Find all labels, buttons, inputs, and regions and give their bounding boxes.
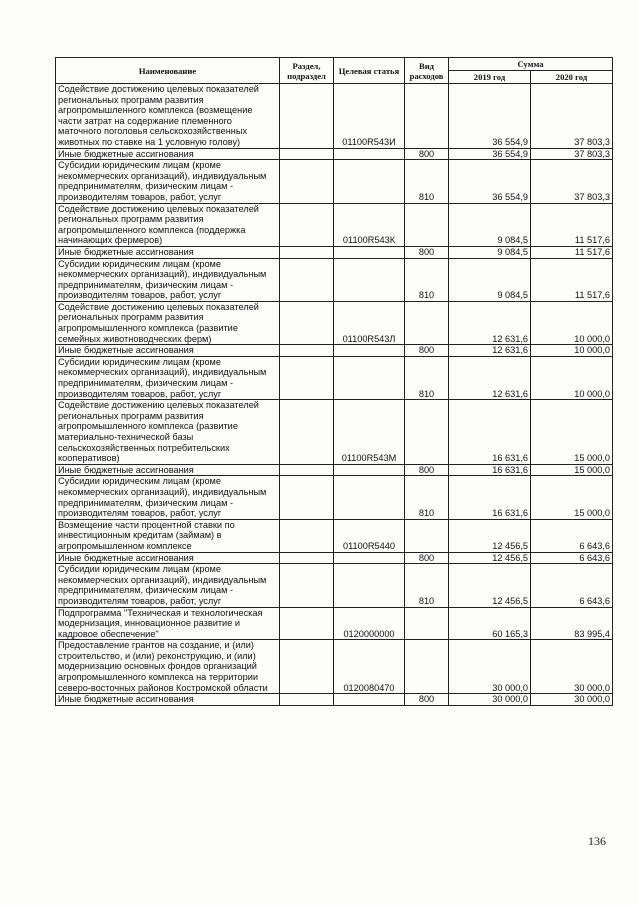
table-row [56,160,613,203]
row-name: Иные бюджетные ассигнования [56,345,280,357]
row-expense-kind: 810 [405,476,449,519]
row-section [280,694,334,706]
row-sum-2020: 10 000,0 [531,301,613,344]
table-row [56,148,613,160]
row-expense-kind [405,519,449,552]
row-expense-kind [405,203,449,246]
row-expense-kind: 800 [405,345,449,357]
page-number: 136 [588,834,606,848]
row-sum-2019: 12 456,5 [449,552,531,564]
row-expense-kind [405,84,449,149]
row-sum-2020: 15 000,0 [531,400,613,465]
row-name: Субсидии юридическим лицам (кроме некоммерческих организаций), индивидуальным предпринимателям, физическим лицам - производителям товаров, работ, услуг [56,564,280,607]
table-row [56,203,613,246]
table-row [56,694,613,706]
row-name: Иные бюджетные ассигнования [56,694,280,706]
row-expense-kind: 810 [405,564,449,607]
row-expense-kind: 800 [405,246,449,258]
row-sum-2020: 6 643,6 [531,552,613,564]
row-target-code [334,564,405,607]
row-name: Субсидии юридическим лицам (кроме некоммерческих организаций), индивидуальным предпринимателям, физическим лицам - производителям товаров, работ, услуг [56,160,280,203]
row-expense-kind: 800 [405,694,449,706]
table-row [56,552,613,564]
row-sum-2019: 30 000,0 [449,694,531,706]
table-row [56,464,613,476]
row-sum-2019: 30 000,0 [449,640,531,694]
table-row [56,258,613,301]
row-sum-2019: 12 456,5 [449,519,531,552]
row-target-code [334,464,405,476]
table-row [56,345,613,357]
row-target-code [334,356,405,399]
row-sum-2020: 15 000,0 [531,476,613,519]
row-sum-2020: 37 803,3 [531,84,613,149]
table-row [56,519,613,552]
row-target-code [334,246,405,258]
table-row [56,301,613,344]
row-sum-2020: 30 000,0 [531,640,613,694]
row-expense-kind: 800 [405,464,449,476]
table-row [56,476,613,519]
row-sum-2019: 16 631,6 [449,400,531,465]
row-target-code [334,476,405,519]
row-sum-2019: 12 631,6 [449,356,531,399]
table-row [56,607,613,640]
row-sum-2019: 36 554,9 [449,148,531,160]
row-target-code: 0120000000 [334,607,405,640]
row-expense-kind [405,640,449,694]
row-sum-2020: 15 000,0 [531,464,613,476]
table-body [56,84,613,706]
row-expense-kind [405,607,449,640]
row-sum-2020: 6 643,6 [531,564,613,607]
row-name: Содействие достижению целевых показателей региональных программ развития агропромышленного комплекса (развитие материально-технической базы сельскохозяйственных потребительских кооперативов) [56,400,280,465]
row-expense-kind: 800 [405,552,449,564]
row-section [280,552,334,564]
row-sum-2020: 11 517,6 [531,246,613,258]
row-name: Подпрограмма "Техническая и технологическая модернизация, инновационное развитие и кадровое обеспечение" [56,607,280,640]
row-name: Содействие достижению целевых показателей региональных программ развития агропромышленного комплекса (развитие семейных животноводческих ферм) [56,301,280,344]
header-sum: Сумма [449,58,613,71]
row-sum-2019: 9 084,5 [449,246,531,258]
header-year-2020: 2020 год [531,71,613,84]
row-target-code: 01100R543Л [334,301,405,344]
table-header [56,58,613,84]
row-sum-2019: 16 631,6 [449,464,531,476]
row-sum-2020: 11 517,6 [531,203,613,246]
row-name: Иные бюджетные ассигнования [56,246,280,258]
row-name: Содействие достижению целевых показателей региональных программ развития агропромышленного комплекса (поддержка начинающих фермеров) [56,203,280,246]
row-target-code [334,552,405,564]
row-section [280,160,334,203]
row-section [280,345,334,357]
row-sum-2020: 30 000,0 [531,694,613,706]
row-sum-2019: 12 631,6 [449,345,531,357]
row-name: Субсидии юридическим лицам (кроме некоммерческих организаций), индивидуальным предпринимателям, физическим лицам - производителям товаров, работ, услуг [56,476,280,519]
row-section [280,464,334,476]
header-year-2019: 2019 год [449,71,531,84]
row-sum-2020: 6 643,6 [531,519,613,552]
header-name: Наименование [56,58,280,84]
row-section [280,519,334,552]
row-expense-kind: 810 [405,160,449,203]
row-expense-kind: 810 [405,258,449,301]
budget-table [55,57,613,706]
row-sum-2020: 37 803,3 [531,160,613,203]
table-row [56,246,613,258]
row-target-code: 01100R5440 [334,519,405,552]
row-sum-2020: 37 803,3 [531,148,613,160]
row-expense-kind [405,301,449,344]
row-target-code [334,694,405,706]
row-sum-2019: 60 165,3 [449,607,531,640]
row-target-code: 0120080470 [334,640,405,694]
table-row [56,640,613,694]
row-section [280,607,334,640]
row-name: Субсидии юридическим лицам (кроме некоммерческих организаций), индивидуальным предпринимателям, физическим лицам - производителям товаров, работ, услуг [56,258,280,301]
row-name: Субсидии юридическим лицам (кроме некоммерческих организаций), индивидуальным предпринимателям, физическим лицам - производителям товаров, работ, услуг [56,356,280,399]
row-section [280,301,334,344]
row-target-code [334,345,405,357]
row-name: Предоставление грантов на создание, и (или) строительство, и (или) реконструкцию, и (или) модернизацию основных фондов организаций агропромышленного комплекса на территории северо-восточных районов Костромской области [56,640,280,694]
row-target-code: 01100R543И [334,84,405,149]
table-row [56,564,613,607]
row-target-code: 01100R543К [334,203,405,246]
row-section [280,258,334,301]
row-expense-kind [405,400,449,465]
row-section [280,356,334,399]
row-sum-2019: 12 631,6 [449,301,531,344]
header-section: Раздел, подраздел [280,58,334,84]
row-target-code [334,148,405,160]
header-kind: Вид расходов [405,58,449,84]
table-row [56,400,613,465]
row-sum-2020: 10 000,0 [531,345,613,357]
row-sum-2019: 36 554,9 [449,160,531,203]
row-expense-kind: 810 [405,356,449,399]
row-sum-2019: 36 554,9 [449,84,531,149]
table-row [56,84,613,149]
header-target: Целевая статья [334,58,405,84]
row-section [280,246,334,258]
row-target-code: 01100R543М [334,400,405,465]
row-section [280,564,334,607]
row-sum-2019: 9 084,5 [449,203,531,246]
row-section [280,148,334,160]
table-row [56,356,613,399]
row-section [280,203,334,246]
row-section [280,640,334,694]
row-sum-2019: 16 631,6 [449,476,531,519]
row-sum-2020: 83 995,4 [531,607,613,640]
row-target-code [334,258,405,301]
row-expense-kind: 800 [405,148,449,160]
row-section [280,84,334,149]
row-sum-2020: 10 000,0 [531,356,613,399]
row-sum-2019: 12 456,5 [449,564,531,607]
row-sum-2020: 11 517,6 [531,258,613,301]
row-name: Иные бюджетные ассигнования [56,148,280,160]
row-name: Иные бюджетные ассигнования [56,464,280,476]
row-name: Содействие достижению целевых показателей региональных программ развития агропромышленного комплекса (возмещение части затрат на содержание племенного маточного поголовья сельскохозяйственных животных по ставке на 1 условную голову) [56,84,280,149]
row-target-code [334,160,405,203]
row-section [280,400,334,465]
row-sum-2019: 9 084,5 [449,258,531,301]
row-name: Иные бюджетные ассигнования [56,552,280,564]
row-section [280,476,334,519]
row-name: Возмещение части процентной ставки по инвестиционным кредитам (займам) в агропромышленном комплексе [56,519,280,552]
